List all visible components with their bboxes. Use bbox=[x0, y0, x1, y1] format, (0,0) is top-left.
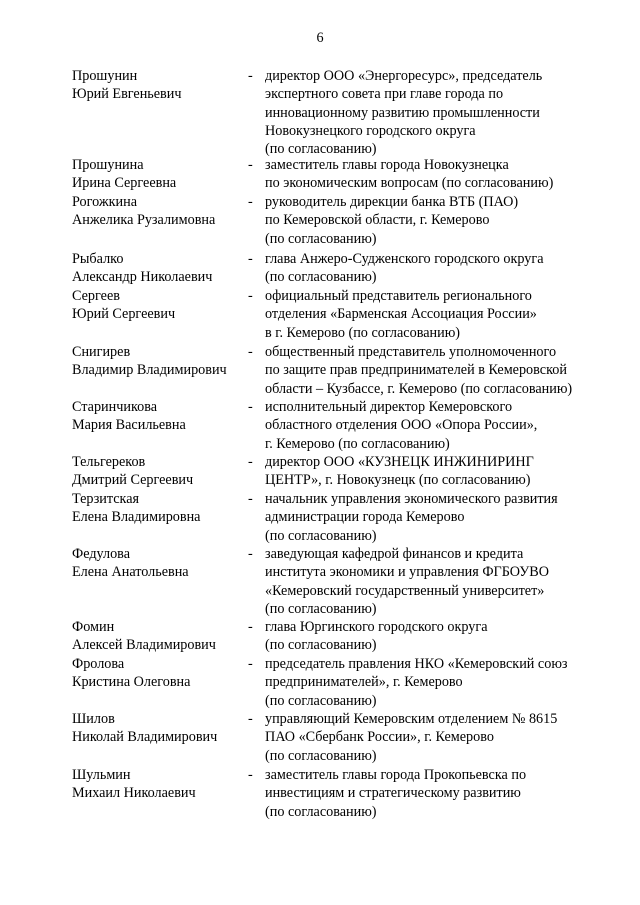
page-number: 6 bbox=[316, 30, 324, 46]
member-position bbox=[265, 545, 605, 618]
member-position bbox=[265, 655, 605, 710]
position-line: управляющий Кемеровским отделением № 8615 bbox=[265, 711, 558, 727]
position-line: (по согласованию) bbox=[265, 527, 377, 544]
member-surname: Старинчикова bbox=[72, 399, 158, 415]
member-name bbox=[72, 453, 242, 490]
position-line: (по согласованию) bbox=[265, 637, 377, 654]
member-surname: Фомин bbox=[72, 619, 115, 635]
dash-separator: - bbox=[248, 251, 253, 267]
position-line: отделения «Барменская Ассоциация России» bbox=[265, 306, 537, 323]
member-position bbox=[265, 343, 605, 398]
position-line: ЦЕНТР», г. Новокузнецк (по согласованию) bbox=[265, 472, 531, 489]
position-line: в г. Кемерово (по согласованию) bbox=[265, 324, 461, 341]
dash-separator: - bbox=[248, 288, 253, 304]
position-line: начальник управления экономического развития bbox=[265, 491, 558, 507]
position-line: ПАО «Сбербанк России», г. Кемерово bbox=[265, 729, 494, 746]
member-surname: Шилов bbox=[72, 711, 115, 727]
member-surname: Прошунина bbox=[72, 157, 144, 173]
member-surname: Терзитская bbox=[72, 491, 140, 507]
member-given-names: Дмитрий Сергеевич bbox=[72, 472, 194, 489]
member-given-names: Николай Владимирович bbox=[72, 729, 218, 746]
dash-separator: - bbox=[248, 399, 253, 415]
member-position bbox=[265, 618, 605, 655]
member-position bbox=[265, 193, 605, 248]
member-surname: Федулова bbox=[72, 546, 130, 562]
dash-separator: - bbox=[248, 194, 253, 210]
position-line: по экономическим вопросам (по согласованию) bbox=[265, 175, 554, 192]
member-name bbox=[72, 490, 242, 527]
member-position bbox=[265, 710, 605, 765]
member-position bbox=[265, 453, 605, 490]
member-surname: Прошунин bbox=[72, 68, 138, 84]
member-given-names: Михаил Николаевич bbox=[72, 785, 196, 802]
member-name bbox=[72, 618, 242, 655]
member-surname: Шульмин bbox=[72, 767, 131, 783]
position-line: по защите прав предпринимателей в Кемеровской bbox=[265, 362, 567, 379]
position-line: (по согласованию) bbox=[265, 269, 377, 286]
position-line: заместитель главы города Новокузнецка bbox=[265, 157, 509, 173]
member-surname: Рыбалко bbox=[72, 251, 124, 267]
position-line: администрации города Кемерово bbox=[265, 509, 465, 526]
dash-separator: - bbox=[248, 454, 253, 470]
position-line: инновационному развитию промышленности bbox=[265, 104, 540, 121]
position-line: официальный представитель регионального bbox=[265, 288, 532, 304]
dash-separator: - bbox=[248, 711, 253, 727]
member-given-names: Александр Николаевич bbox=[72, 269, 213, 286]
member-given-names: Юрий Сергеевич bbox=[72, 306, 176, 323]
position-line: «Кемеровский государственный университет» bbox=[265, 582, 545, 599]
dash-separator: - bbox=[248, 619, 253, 635]
member-name bbox=[72, 250, 242, 287]
dash-separator: - bbox=[248, 546, 253, 562]
position-line: Новокузнецкого городского округа bbox=[265, 122, 476, 139]
member-name bbox=[72, 545, 242, 582]
member-position bbox=[265, 250, 605, 287]
dash-separator: - bbox=[248, 767, 253, 783]
member-name bbox=[72, 766, 242, 803]
member-name bbox=[72, 67, 242, 104]
member-surname: Рогожкина bbox=[72, 194, 138, 210]
member-position bbox=[265, 67, 605, 158]
member-name bbox=[72, 343, 242, 380]
member-position bbox=[265, 156, 605, 193]
position-line: руководитель дирекции банка ВТБ (ПАО) bbox=[265, 194, 519, 210]
member-surname: Фролова bbox=[72, 656, 125, 672]
member-given-names: Анжелика Рузалимовна bbox=[72, 212, 216, 229]
member-surname: Тельгереков bbox=[72, 454, 146, 470]
member-name bbox=[72, 398, 242, 435]
member-name bbox=[72, 710, 242, 747]
member-position bbox=[265, 766, 605, 821]
member-given-names: Алексей Владимирович bbox=[72, 637, 216, 654]
member-given-names: Ирина Сергеевна bbox=[72, 175, 177, 192]
dash-separator: - bbox=[248, 491, 253, 507]
position-line: общественный представитель уполномоченного bbox=[265, 344, 557, 360]
position-line: глава Анжеро-Судженского городского округа bbox=[265, 251, 544, 267]
position-line: г. Кемерово (по согласованию) bbox=[265, 435, 450, 452]
position-line: заведующая кафедрой финансов и кредита bbox=[265, 546, 524, 562]
member-position bbox=[265, 398, 605, 453]
position-line: по Кемеровской области, г. Кемерово bbox=[265, 212, 490, 229]
position-line: института экономики и управления ФГБОУВО bbox=[265, 564, 549, 581]
member-given-names: Елена Анатольевна bbox=[72, 564, 189, 581]
position-line: экспертного совета при главе города по bbox=[265, 86, 504, 103]
position-line: глава Юргинского городского округа bbox=[265, 619, 488, 635]
position-line: председатель правления НКО «Кемеровский союз bbox=[265, 656, 568, 672]
position-line: предпринимателей», г. Кемерово bbox=[265, 674, 463, 691]
member-name bbox=[72, 193, 242, 230]
member-given-names: Кристина Олеговна bbox=[72, 674, 191, 691]
member-position bbox=[265, 287, 605, 342]
position-line: (по согласованию) bbox=[265, 230, 377, 247]
position-line: областного отделения ООО «Опора России», bbox=[265, 417, 538, 434]
dash-separator: - bbox=[248, 656, 253, 672]
position-line: директор ООО «Энергоресурс», председатель bbox=[265, 68, 543, 84]
position-line: директор ООО «КУЗНЕЦК ИНЖИНИРИНГ bbox=[265, 454, 534, 470]
position-line: (по согласованию) bbox=[265, 600, 377, 617]
member-position bbox=[265, 490, 605, 545]
dash-separator: - bbox=[248, 68, 253, 84]
member-name bbox=[72, 287, 242, 324]
member-given-names: Владимир Владимирович bbox=[72, 362, 227, 379]
position-line: инвестициям и стратегическому развитию bbox=[265, 785, 521, 802]
position-line: (по согласованию) bbox=[265, 747, 377, 764]
member-given-names: Мария Васильевна bbox=[72, 417, 186, 434]
dash-separator: - bbox=[248, 344, 253, 360]
position-line: исполнительный директор Кемеровского bbox=[265, 399, 513, 415]
member-name bbox=[72, 156, 242, 193]
position-line: (по согласованию) bbox=[265, 692, 377, 709]
member-surname: Снигирев bbox=[72, 344, 131, 360]
member-name bbox=[72, 655, 242, 692]
dash-separator: - bbox=[248, 157, 253, 173]
position-line: (по согласованию) bbox=[265, 803, 377, 820]
position-line: заместитель главы города Прокопьевска по bbox=[265, 767, 527, 783]
position-line: области – Кузбассе, г. Кемерово (по согласованию) bbox=[265, 380, 573, 397]
member-given-names: Юрий Евгеньевич bbox=[72, 86, 182, 103]
position-line: (по согласованию) bbox=[265, 141, 377, 158]
member-surname: Сергеев bbox=[72, 288, 120, 304]
member-given-names: Елена Владимировна bbox=[72, 509, 201, 526]
